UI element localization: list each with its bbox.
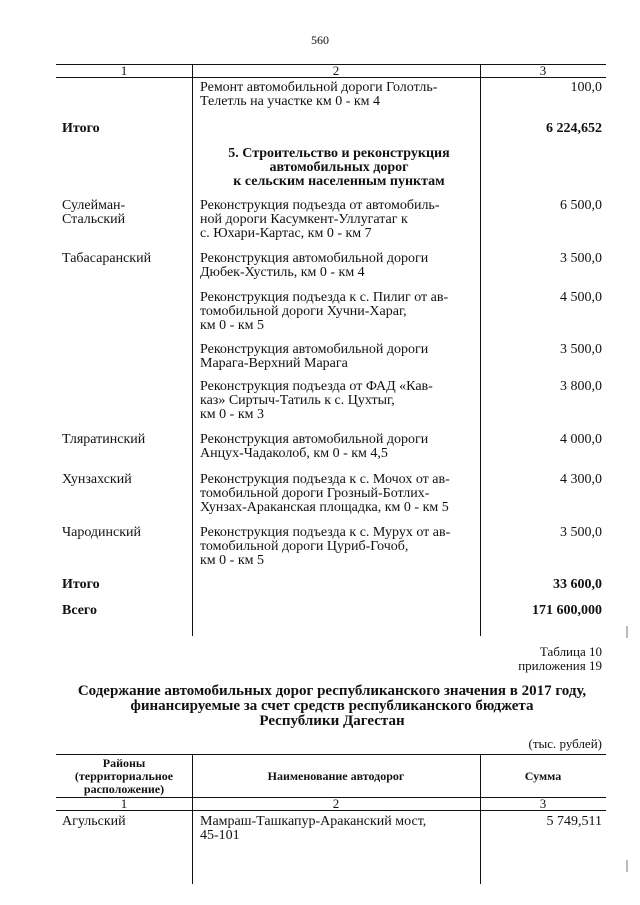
- road-name-line: Ремонт автомобильной дороги Голотль-: [200, 80, 438, 95]
- column-header-line: Районы: [102, 756, 146, 770]
- road-name-line: Марага-Верхний Марага: [200, 356, 348, 371]
- units-note: (тыс. рублей): [528, 736, 602, 751]
- scan-mark: [626, 626, 628, 638]
- road-name-line: Реконструкция подъезда от ФАД «Кав-: [200, 379, 433, 394]
- amount: 3 500,0: [560, 525, 602, 540]
- column-number: 2: [332, 796, 340, 811]
- road-name: [200, 343, 478, 371]
- road-name: [200, 380, 478, 422]
- road-name-line: ной дороги Касумкент-Уллугатаг к: [200, 212, 408, 227]
- table-title: [60, 684, 604, 729]
- road-name-line: Реконструкция подъезда к с. Мурух от ав-: [200, 525, 451, 540]
- column-number: 3: [539, 63, 547, 78]
- column-header-line: расположение): [83, 782, 165, 796]
- road-name: [200, 199, 478, 241]
- road-name-line: 45-101: [200, 828, 240, 843]
- road-name-line: Реконструкция автомобильной дороги: [200, 432, 429, 447]
- road-name: [200, 815, 478, 843]
- column-header-road: Наименование автодорог: [267, 769, 405, 783]
- road-name: [200, 81, 478, 109]
- section-heading-line: 5. Строительство и реконструкция: [228, 146, 450, 161]
- subtotal-amount: 6 224,652: [546, 121, 602, 136]
- road-name: [200, 433, 478, 461]
- region-name: Табасаранский: [62, 251, 152, 266]
- region-name: Тляратинский: [62, 432, 146, 447]
- subtotal-label: Итого: [62, 121, 100, 136]
- road-name-line: Реконструкция автомобильной дороги: [200, 342, 429, 357]
- road-name-line: Реконструкция подъезда к с. Пилиг от ав-: [200, 290, 449, 305]
- table-caption-line: приложения 19: [518, 658, 602, 673]
- table-caption-line: Таблица 10: [539, 644, 602, 659]
- road-name-line: с. Юхари-Картас, км 0 - км 7: [200, 226, 372, 241]
- section-heading-line: к сельским населенным пунктам: [233, 174, 445, 189]
- column-divider: [480, 64, 481, 636]
- column-header-region: [56, 757, 192, 796]
- region-name-line: Стальский: [62, 212, 126, 227]
- subtotal-amount: 33 600,0: [553, 577, 602, 592]
- region-name-line: Сулейман-: [62, 198, 126, 213]
- road-name: [200, 473, 478, 515]
- amount: 3 500,0: [560, 342, 602, 357]
- road-name-line: Хунзах-Араканская площадка, км 0 - км 5: [200, 500, 449, 515]
- amount: 3 500,0: [560, 251, 602, 266]
- column-number: 1: [120, 63, 128, 78]
- road-name-line: Реконструкция подъезда к с. Мочох от ав-: [200, 472, 450, 487]
- region-name: Агульский: [62, 814, 126, 829]
- road-name-line: томобильной дороги Хучни-Хараг,: [200, 304, 407, 319]
- page-number: 560: [311, 33, 329, 47]
- grand-total-amount: 171 600,000: [532, 603, 602, 618]
- column-header-line: (территориальное: [74, 769, 174, 783]
- road-name-line: км 0 - км 5: [200, 318, 264, 333]
- amount: 100,0: [570, 80, 602, 95]
- road-name-line: Реконструкция подъезда от автомобиль-: [200, 198, 440, 213]
- road-name: [200, 291, 478, 333]
- road-name-line: томобильной дороги Грозный-Ботлих-: [200, 486, 430, 501]
- road-name-line: каз» Сиртыч-Татиль к с. Цухтыг,: [200, 393, 395, 408]
- column-number: 3: [539, 796, 547, 811]
- section-heading: [200, 147, 478, 189]
- column-divider: [192, 64, 193, 636]
- amount: 4 000,0: [560, 432, 602, 447]
- column-number: 2: [332, 63, 340, 78]
- road-name: [200, 252, 478, 280]
- table-title-line: Содержание автомобильных дорог республиканского значения в 2017 году,: [77, 683, 587, 699]
- road-name-line: томобильной дороги Цуриб-Гочоб,: [200, 539, 409, 554]
- amount: 5 749,511: [546, 814, 602, 829]
- region-name: Чародинский: [62, 525, 142, 540]
- column-header-amount: Сумма: [524, 769, 562, 783]
- amount: 4 300,0: [560, 472, 602, 487]
- table-title-line: Республики Дагестан: [259, 713, 405, 729]
- amount: 6 500,0: [560, 198, 602, 213]
- table-top-rule: [56, 754, 606, 755]
- amount: 4 500,0: [560, 290, 602, 305]
- region-name: [62, 199, 190, 227]
- table-caption: [400, 645, 602, 673]
- amount: 3 800,0: [560, 379, 602, 394]
- region-name: Хунзахский: [62, 472, 132, 487]
- road-name-line: Мамраш-Ташкапур-Араканский мост,: [200, 814, 427, 829]
- section-heading-line: автомобильных дорог: [269, 160, 409, 175]
- road-name-line: Реконструкция автомобильной дороги: [200, 251, 429, 266]
- road-name-line: Дюбек-Хустиль, км 0 - км 4: [200, 265, 365, 280]
- road-name-line: км 0 - км 5: [200, 553, 264, 568]
- table-title-line: финансируемые за счет средств республиканского бюджета: [130, 698, 534, 714]
- road-name-line: Анцух-Чадаколоб, км 0 - км 4,5: [200, 446, 388, 461]
- road-name-line: км 0 - км 3: [200, 407, 264, 422]
- scan-mark: [626, 860, 628, 872]
- grand-total-label: Всего: [62, 603, 97, 618]
- road-name: [200, 526, 478, 568]
- subtotal-label: Итого: [62, 577, 100, 592]
- column-number: 1: [120, 796, 128, 811]
- road-name-line: Телетль на участке км 0 - км 4: [200, 94, 381, 109]
